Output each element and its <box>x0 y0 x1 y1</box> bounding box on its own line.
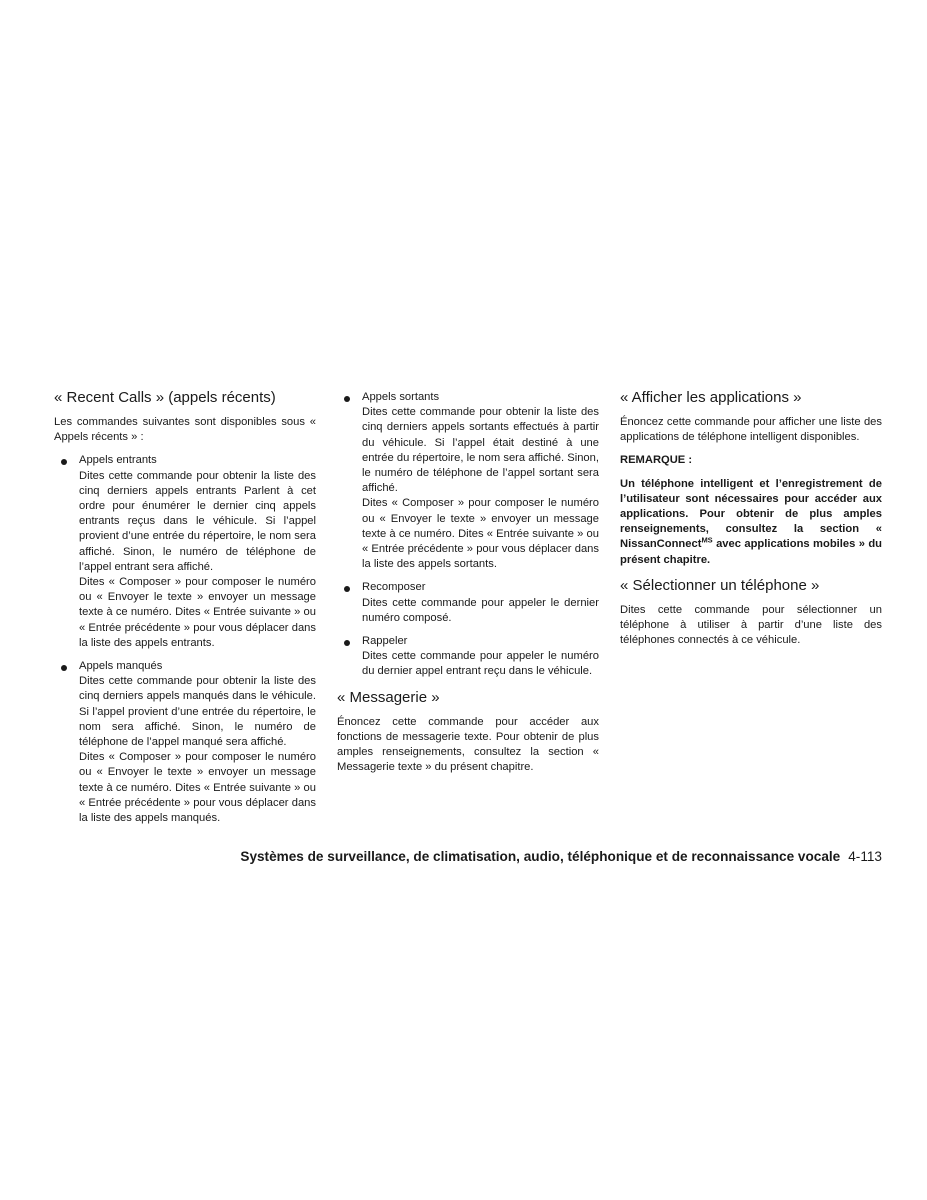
bullet-title: Appels entrants <box>79 454 157 467</box>
bullet-title: Appels manqués <box>79 660 163 673</box>
page-footer <box>200 849 882 864</box>
chapter-title: Systèmes de surveillance, de climatisation, audio, téléphonique et de reconnaissance vocale <box>240 849 841 864</box>
bullet-icon <box>61 665 67 671</box>
section-heading-afficher-applications: « Afficher les applications » <box>620 389 802 406</box>
bullet-title: Rappeler <box>362 635 408 648</box>
selectionner-telephone-paragraph: Dites cette commande pour sélectionner un téléphone à utiliser à partir d’une liste des téléphones connectés à ce véhicule. <box>620 603 882 647</box>
bullet-icon <box>344 396 350 402</box>
bullet-icon <box>61 459 67 465</box>
bullet-paragraph: Dites cette commande pour obtenir la liste des cinq derniers appels entrants Parlent à cet ordre pour énumérer le dernier cinq appels entrants reçus dans le véhicule. Si l’appel provient d’une entrée du répertoire, le nom sera affiché. Sinon, le numéro de téléphone de l’appel entrant sera affiché. <box>79 469 316 573</box>
column-3 <box>620 388 882 656</box>
bullet-item-appels-manques <box>54 659 316 826</box>
bullet-item-appels-entrants <box>54 453 316 651</box>
note-text-part-2: avec applications mobiles » du présent chapitre. <box>620 538 882 566</box>
bullet-paragraph: Dites « Composer » pour composer le numéro ou « Envoyer le texte » envoyer un message texte à ce numéro. Dites « Entrée suivante » ou « Entrée précédente » pour vous déplacer dans la liste des appels sortants. <box>362 497 599 571</box>
section-heading-messagerie: « Messagerie » <box>337 688 440 706</box>
column-2 <box>337 390 599 783</box>
bullet-paragraph: Dites « Composer » pour composer le numéro ou « Envoyer le texte » envoyer un message texte à ce numéro. Dites « Entrée suivante » ou « Entrée précédente » pour vous déplacer dans la liste des appels manqués. <box>79 751 316 825</box>
section-heading-selectionner-telephone: « Sélectionner un téléphone » <box>620 576 820 594</box>
bullet-paragraph: Dites cette commande pour appeler le numéro du dernier appel entrant reçu dans le véhicule. <box>362 650 599 678</box>
bullet-icon <box>344 586 350 592</box>
bullet-item-appels-sortants <box>337 390 599 572</box>
note-label: REMARQUE : <box>620 454 693 467</box>
bullet-item-recomposer <box>337 580 599 626</box>
bullet-title: Recomposer <box>362 581 426 594</box>
page-number: 4-113 <box>848 849 882 864</box>
note-text-part-1: Un téléphone intelligent et l’enregistrement de l’utilisateur sont nécessaires pour accéder aux applications. Pour obtenir de plus amples renseignements, consultez la section « NissanConnect <box>620 477 882 551</box>
bullet-paragraph: Dites cette commande pour obtenir la liste des cinq derniers appels manqués dans le véhicule. Si l’appel provient d’une entrée du répertoire, le nom sera affiché. Sinon, le numéro de téléphone de l’appel manqué sera affiché. <box>79 675 316 749</box>
column-1 <box>54 388 316 834</box>
messagerie-paragraph: Énoncez cette commande pour accéder aux fonctions de messagerie texte. Pour obtenir de plus amples renseignements, consultez la section « Messagerie texte » du présent chapitre. <box>337 715 599 774</box>
note-paragraph <box>620 477 882 568</box>
afficher-applications-paragraph: Énoncez cette commande pour afficher une liste des applications de téléphone intelligent disponibles. <box>620 416 882 444</box>
section-heading-recent-calls: « Recent Calls » (appels récents) <box>54 389 276 406</box>
note-superscript: MS <box>701 535 713 545</box>
bullet-item-rappeler <box>337 634 599 680</box>
bullet-icon <box>344 640 350 646</box>
intro-paragraph: Les commandes suivantes sont disponibles sous « Appels récents » : <box>54 416 316 444</box>
bullet-paragraph: Dites cette commande pour obtenir la liste des cinq derniers appels sortants effectués à partir du véhicule. Si l’appel était destiné à une entrée du répertoire, le nom sera affiché. Sinon, le numéro de téléphone de l’appel sortant sera affiché. <box>362 406 599 495</box>
bullet-paragraph: Dites cette commande pour appeler le dernier numéro composé. <box>362 596 599 624</box>
bullet-title: Appels sortants <box>362 391 440 403</box>
bullet-paragraph: Dites « Composer » pour composer le numéro ou « Envoyer le texte » envoyer un message texte à ce numéro. Dites « Entrée suivante » ou « Entrée précédente » pour vous déplacer dans la liste des appels entrants. <box>79 576 316 649</box>
